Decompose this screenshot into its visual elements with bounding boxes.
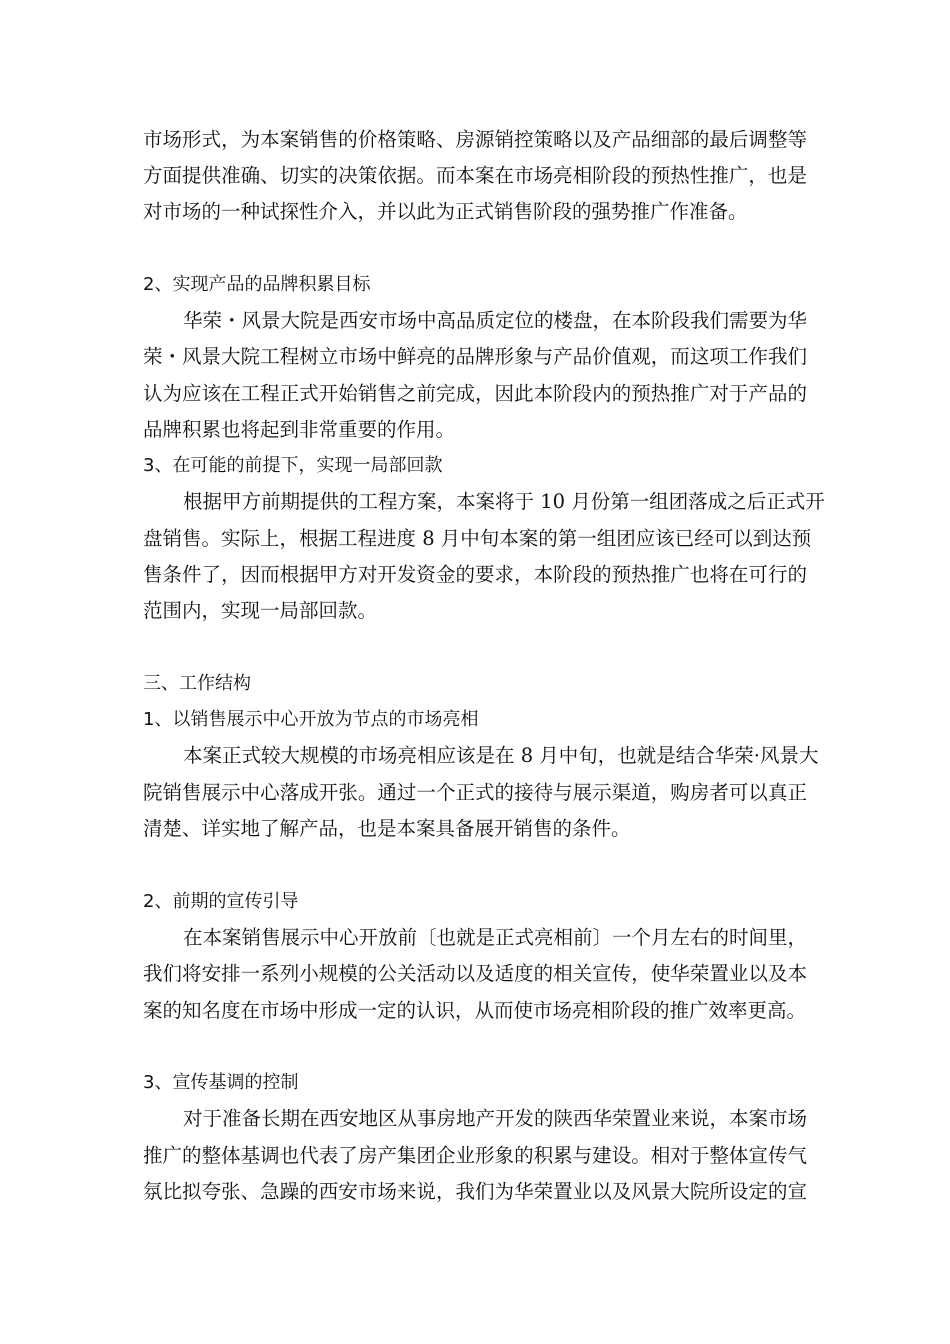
paragraph-line: 对市场的一种试探性介入，并以此为正式销售阶段的强势推广作准备。 xyxy=(143,200,748,223)
paragraph-line: 推广的整体基调也代表了房产集团企业形象的积累与建设。相对于整体宣传气 xyxy=(143,1144,807,1167)
paragraph-line: 在本案销售展示中心开放前〔也就是正式亮相前〕一个月左右的时间里， xyxy=(183,926,808,949)
paragraph-line: 方面提供准确、切实的决策依据。而本案在市场亮相阶段的预热性推广，也是 xyxy=(143,164,807,187)
paragraph-line: 氛比拟夸张、急躁的西安市场来说，我们为华荣置业以及风景大院所设定的宣 xyxy=(143,1180,807,1203)
section-heading-tone: 3、宣传基调的控制 xyxy=(143,1072,299,1093)
section-heading-publicity: 2、前期的宣传引导 xyxy=(143,891,299,912)
paragraph-line: 荣・风景大院工程树立市场中鲜亮的品牌形象与产品价值观，而这项工作我们 xyxy=(143,345,807,368)
section-heading-brand: 2、实现产品的品牌积累目标 xyxy=(143,274,371,295)
paragraph-line: 清楚、详实地了解产品，也是本案具备展开销售的条件。 xyxy=(143,817,631,840)
paragraph-line: 范围内，实现一局部回款。 xyxy=(143,599,378,622)
paragraph-line: 对于准备长期在西安地区从事房地产开发的陕西华荣置业来说，本案市场 xyxy=(183,1107,808,1130)
paragraph-line: 我们将安排一系列小规模的公关活动以及适度的相关宣传，使华荣置业以及本 xyxy=(143,962,807,985)
paragraph-line: 华荣・风景大院是西安市场中高品质定位的楼盘，在本阶段我们需要为华 xyxy=(183,309,808,332)
paragraph-line: 盘销售。实际上，根据工程进度 8 月中旬本案的第一组团应该已经可以到达预 xyxy=(143,527,812,550)
section-heading-showroom: 1、以销售展示中心开放为节点的市场亮相 xyxy=(143,709,479,730)
paragraph-line: 院销售展示中心落成开张。通过一个正式的接待与展示渠道，购房者可以真正 xyxy=(143,781,807,804)
paragraph-line: 根据甲方前期提供的工程方案，本案将于 10 月份第一组团落成之后正式开 xyxy=(183,490,825,513)
paragraph-line: 案的知名度在市场中形成一定的认识，从而使市场亮相阶段的推广效率更高。 xyxy=(143,999,807,1022)
paragraph-line: 本案正式较大规模的市场亮相应该是在 8 月中旬，也就是结合华荣·风景大 xyxy=(183,744,819,767)
paragraph-line: 售条件了，因而根据甲方对开发资金的要求，本阶段的预热推广也将在可行的 xyxy=(143,563,807,586)
paragraph-line: 市场形式，为本案销售的价格策略、房源销控策略以及产品细部的最后调整等 xyxy=(143,128,807,151)
paragraph-line: 品牌积累也将起到非常重要的作用。 xyxy=(143,418,456,441)
paragraph-line: 认为应该在工程正式开始销售之前完成，因此本阶段内的预热推广对于产品的 xyxy=(143,382,807,405)
section-heading-payment: 3、在可能的前提下，实现一局部回款 xyxy=(143,455,443,476)
chapter-heading-work-structure: 三、工作结构 xyxy=(143,673,251,694)
